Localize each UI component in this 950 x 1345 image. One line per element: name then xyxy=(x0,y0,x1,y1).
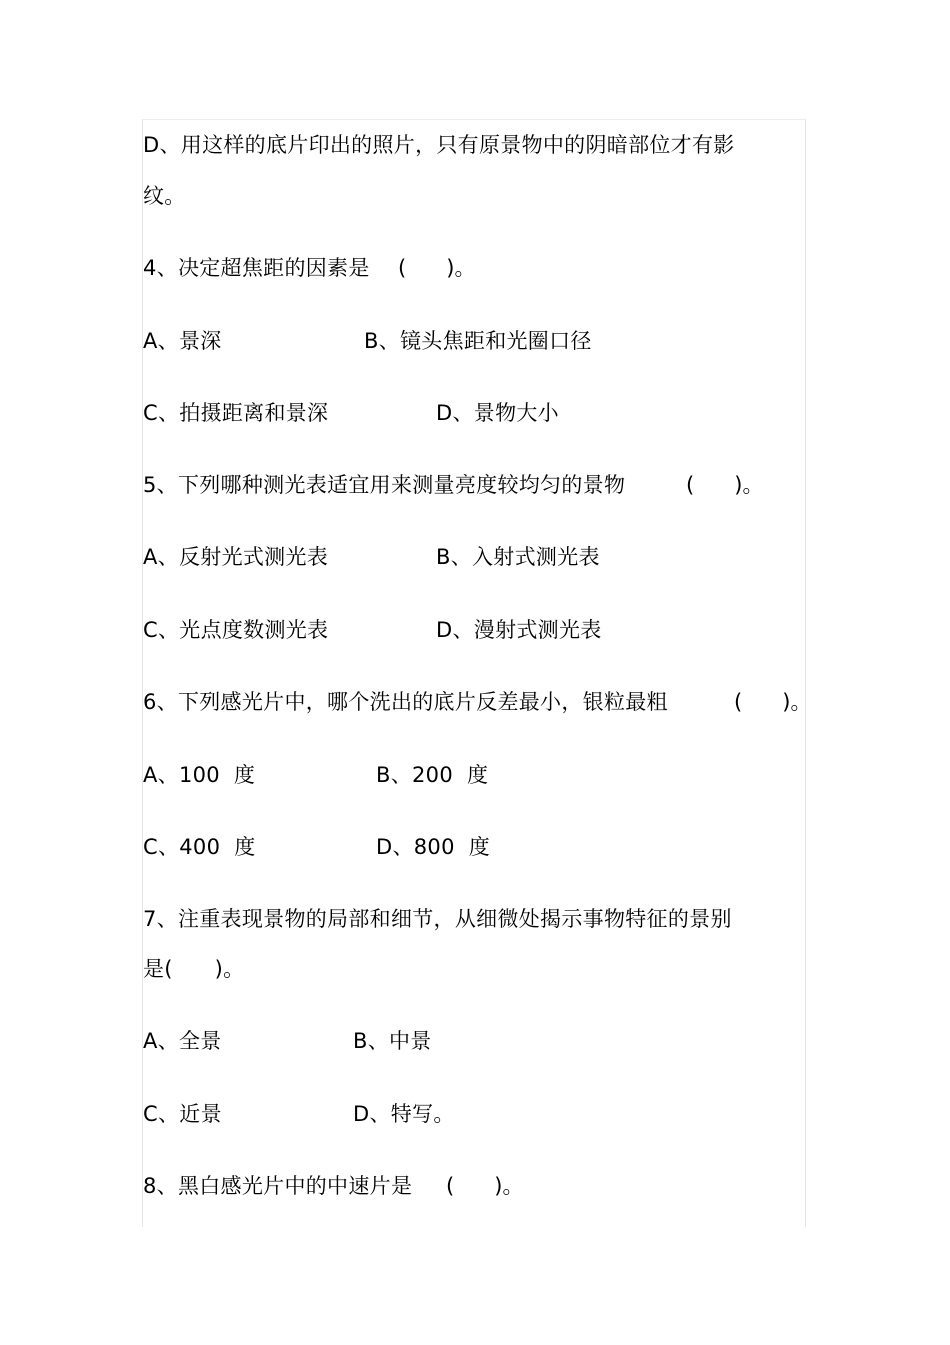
q3-option-d-line1: D、用这样的底片印出的照片，只有原景物中的阴暗部位才有影 xyxy=(143,133,735,157)
q5-option-a: A、反射光式测光表 xyxy=(143,545,329,569)
q6-stem: 6、下列感光片中，哪个洗出的底片反差最小，银粒最粗 xyxy=(143,690,668,714)
q5-option-c: C、光点度数测光表 xyxy=(143,618,329,642)
q7-option-b: B、中景 xyxy=(353,1029,432,1053)
q3-option-d-line2: 纹。 xyxy=(143,184,186,208)
q6-answer-blank: ( )。 xyxy=(734,690,812,714)
q8-answer-blank: ( )。 xyxy=(446,1174,524,1198)
q4-option-b: B、镜头焦距和光圈口径 xyxy=(364,329,592,353)
q7-option-a: A、全景 xyxy=(143,1029,222,1053)
q4-stem: 4、决定超焦距的因素是 xyxy=(143,256,370,280)
q7-stem-line1: 7、注重表现景物的局部和细节，从细微处揭示事物特征的景别 xyxy=(143,907,732,931)
q4-answer-blank: ( )。 xyxy=(398,256,476,280)
q6-option-d: D、800 度 xyxy=(376,835,491,859)
q5-option-b: B、入射式测光表 xyxy=(436,545,600,569)
q7-option-d: D、特写。 xyxy=(353,1102,455,1126)
q5-option-d: D、漫射式测光表 xyxy=(436,618,602,642)
q6-option-a: A、100 度 xyxy=(143,763,256,787)
q5-stem: 5、下列哪种测光表适宜用来测量亮度较均匀的景物 xyxy=(143,473,626,497)
q6-option-b: B、200 度 xyxy=(376,763,489,787)
q5-answer-blank: ( )。 xyxy=(686,473,764,497)
q6-option-c: C、400 度 xyxy=(143,835,256,859)
page-frame xyxy=(142,119,806,1227)
q4-option-a: A、景深 xyxy=(143,329,222,353)
q7-stem-line2: 是( )。 xyxy=(143,957,245,981)
q8-stem: 8、黑白感光片中的中速片是 xyxy=(143,1174,413,1198)
q4-option-d: D、景物大小 xyxy=(436,401,559,425)
q4-option-c: C、拍摄距离和景深 xyxy=(143,401,329,425)
q7-option-c: C、近景 xyxy=(143,1102,222,1126)
